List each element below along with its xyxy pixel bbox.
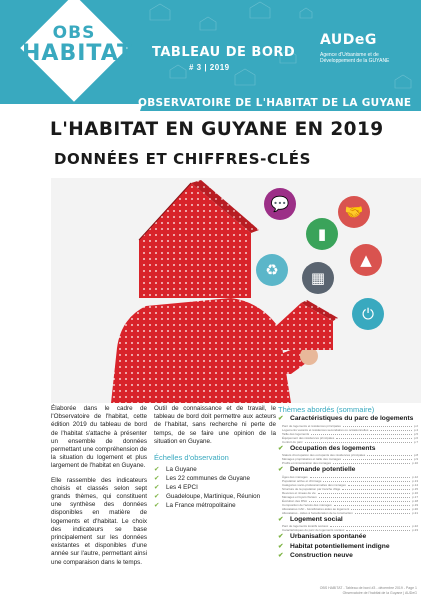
check-icon: ✔: [154, 502, 160, 510]
toc-entry-page: p.6: [413, 435, 418, 440]
toc-entry-label: Revenus et niveau de vie: [282, 490, 316, 495]
toc-entry-label: Ménages et foyers fiscaux: [282, 494, 317, 499]
toc-leader-dots: [305, 440, 412, 443]
list-item: ✔ Guadeloupe, Martinique, Réunion: [154, 493, 261, 501]
toc-entry-page: p.7: [413, 439, 418, 444]
toc-leader-dots: [319, 495, 410, 498]
intro-paragraph-2: Elle rassemble des indicateurs choisis et classés selon sept grands thèmes, qui constituent une synthèse des données disponibles en matière de logements et d'habitat. Le choix des indicateurs se base principalement sur les données existantes et disponibles d'une année sur l'autre, permettant ainsi une comparaison dans le temps.: [51, 476, 147, 566]
toc-entry-page: p.17: [412, 494, 418, 499]
toc-entry-label: Structure de la population par tranche d'âge: [282, 486, 341, 491]
toc-entry-page: p.13: [412, 478, 418, 483]
header-banner: [0, 0, 421, 104]
footer-line-1: OBS HABITAT - Tableau de bord #3 - décembre 2019 - Page 1: [319, 586, 417, 590]
toc-section[interactable]: [278, 533, 418, 542]
toc-entry-page: p.19: [412, 502, 418, 507]
toc-section[interactable]: [278, 466, 418, 475]
board-number: # 3 | 2019: [189, 63, 230, 72]
toc-section[interactable]: [278, 445, 418, 454]
bar-chart-icon: ▮: [306, 218, 338, 250]
board-title: TABLEAU DE BORD: [152, 45, 296, 60]
intro-column-2: [154, 405, 276, 510]
toc-entry-label: Âges des ménages: [282, 474, 308, 479]
plug-icon: ⏻: [352, 298, 384, 330]
intro-paragraph-3: Outil de connaissance et de travail, le tableau de bord doit permettre aux acteurs de l'habitat, sans recherche ni perte de temps, de se faire une opinion de la situation en Guyane.: [154, 405, 276, 445]
toc-leader-dots: [309, 499, 410, 502]
list-item: ✔ Les 22 communes de Guyane: [154, 475, 251, 483]
toc-leader-dots: [343, 457, 412, 460]
toc-section[interactable]: [278, 552, 418, 561]
toc-leader-dots: [351, 507, 410, 510]
building-icon: ▦: [302, 262, 334, 294]
toc-leader-dots: [348, 483, 410, 486]
chat-bubbles-icon: 💬: [264, 188, 296, 220]
recycle-icon: ♻: [256, 254, 288, 286]
handshake-icon: 🤝: [338, 196, 370, 228]
toc-entry-page: p.22: [412, 524, 418, 528]
page-title: L'HABITAT EN GUYANE EN 2019: [50, 119, 384, 140]
list-item: ✔ La France métropolitaine: [154, 502, 236, 510]
check-icon: ✔: [154, 466, 160, 474]
toc-leader-dots: [330, 524, 410, 527]
toc-entry-label: Population active et chômage: [282, 478, 322, 483]
toc-leader-dots: [355, 511, 410, 514]
scales-list: [154, 465, 276, 510]
toc-entry-page: p.15: [412, 486, 418, 491]
check-icon: ✔: [278, 415, 284, 422]
toc-entry-page: p.10: [412, 461, 418, 465]
intro-column-1: [51, 405, 147, 573]
toc-entry-label: Équipement des résidences principales: [282, 435, 335, 440]
theme-icons-cluster: [262, 190, 418, 340]
toc-leader-dots: [346, 528, 410, 531]
toc-entry-label: Caractéristiques du parc de logements sociaux: [282, 528, 345, 532]
toc-leader-dots: [370, 428, 411, 431]
table-of-contents: [278, 405, 418, 561]
traffic-cone-icon: ▲: [350, 244, 382, 276]
toc-entry-label: Allocataires - Aides à l'amélioration de la construction: [282, 510, 353, 515]
toc-entry-page: p.9: [413, 457, 418, 461]
check-icon: ✔: [278, 466, 284, 473]
toc-leader-dots: [310, 475, 410, 478]
page-subtitle: DONNÉES ET CHIFFRES-CLÉS: [54, 150, 312, 168]
toc-section-label: Occupation des logements: [290, 444, 376, 452]
toc-entry-page: p.23: [412, 528, 418, 532]
observatory-banner-text: OBSERVATOIRE DE L'HABITAT DE LA GUYANE: [138, 97, 412, 109]
toc-entry-label: Profils et rémunération des ménages: [282, 461, 332, 465]
toc-entry-label: Parc de logements locatifs sociaux: [282, 524, 329, 528]
check-icon: ✔: [278, 444, 284, 452]
check-icon: ✔: [278, 552, 284, 559]
toc-entry-page: p.8: [413, 453, 418, 457]
toc-title: Thèmes abordés (sommaire): [278, 405, 375, 414]
toc-leader-dots: [342, 487, 410, 490]
footer-line-2: Observatoire de l'habitat de la Guyane | AUDeG: [342, 591, 417, 595]
toc-entry-page: p.18: [412, 498, 418, 503]
scales-heading: Échelles d'observation: [154, 453, 229, 463]
toc-section[interactable]: [278, 516, 418, 525]
toc-entry-page: p.2: [413, 423, 418, 428]
toc-entry-label: Logements vacants et résidences secondaires ou occasionnelles: [282, 427, 369, 432]
toc-leader-dots: [336, 436, 412, 439]
check-icon: ✔: [278, 533, 284, 540]
toc-section-label: Construction neuve: [290, 552, 353, 559]
check-icon: ✔: [278, 515, 284, 523]
toc-leader-dots: [367, 453, 412, 456]
toc-entry-page: p.14: [412, 482, 418, 487]
org-subtitle: Agence d'Urbanisme et de Développement de la GUYANE: [320, 52, 390, 64]
toc-section-label: Urbanisation spontanée: [290, 533, 367, 540]
toc-section[interactable]: [278, 415, 418, 424]
toc-entry-label: Composition de l'accès des ménages: [282, 502, 332, 507]
page-footer: [320, 586, 417, 596]
toc-entry[interactable]: [278, 461, 418, 465]
toc-entry-page: p.4: [413, 427, 418, 432]
check-icon: ✔: [278, 542, 284, 550]
toc-entry-label: Confort du parc: [282, 439, 303, 444]
toc-entry-label: Évolution des RSA: [282, 498, 308, 503]
audeg-logo: [320, 32, 400, 64]
toc-entry-page: p.12: [412, 474, 418, 479]
toc-section-label: Habitat potentiellement indigne: [290, 542, 390, 550]
intro-paragraph-1: Élaborée dans le cadre de l'Observatoire de l'habitat, cette édition 2019 du tableau de bord de l'habitat s'attache à présenter un ensemble de données permettant une compréhension de la situation du logement et plus largement de l'habitat en Guyane.: [51, 405, 147, 470]
toc-leader-dots: [333, 461, 410, 464]
toc-entry-page: p.16: [412, 490, 418, 495]
check-icon: ✔: [154, 484, 160, 492]
toc-section-label: Caractéristiques du parc de logements: [290, 415, 414, 422]
toc-entry-label: Ménages propriétaires et taille des ménages: [282, 457, 342, 461]
toc-entry-label: Allocataires CAF - bénéficiaires aides au logement: [282, 506, 350, 511]
toc-entry-label: Taille des logements: [282, 431, 310, 436]
check-icon: ✔: [154, 475, 160, 483]
list-item: ✔ La Guyane: [154, 466, 197, 474]
toc-leader-dots: [334, 503, 411, 506]
logo-text-top: OBS: [52, 23, 96, 43]
toc-entry-label: Parc de logements et résidences principales: [282, 423, 341, 428]
logo-text-bottom: HABITAT: [22, 41, 134, 66]
check-icon: ✔: [154, 493, 160, 501]
list-item: ✔ Les 4 EPCI: [154, 484, 198, 492]
obs-habitat-logo: [22, 23, 134, 84]
toc-section-label: Demande potentielle: [290, 466, 356, 473]
toc-section[interactable]: [278, 543, 418, 552]
toc-entry[interactable]: [278, 440, 418, 444]
org-name: AUDeG: [320, 32, 377, 48]
toc-entry-page: p.21: [412, 510, 418, 515]
toc-entry-page: p.5: [413, 431, 418, 436]
toc-leader-dots: [343, 424, 412, 427]
toc-entry[interactable]: [278, 511, 418, 515]
toc-entry-page: p.20: [412, 506, 418, 511]
toc-entry[interactable]: [278, 528, 418, 532]
toc-leader-dots: [323, 479, 410, 482]
toc-entry-label: Catégories socio-professionnelles des ménages: [282, 482, 346, 487]
toc-leader-dots: [311, 432, 412, 435]
toc-leader-dots: [318, 491, 410, 494]
toc-entry-label: Statuts d'occupation des occupants des résidences principales: [282, 453, 366, 457]
toc-section-label: Logement social: [290, 515, 343, 523]
